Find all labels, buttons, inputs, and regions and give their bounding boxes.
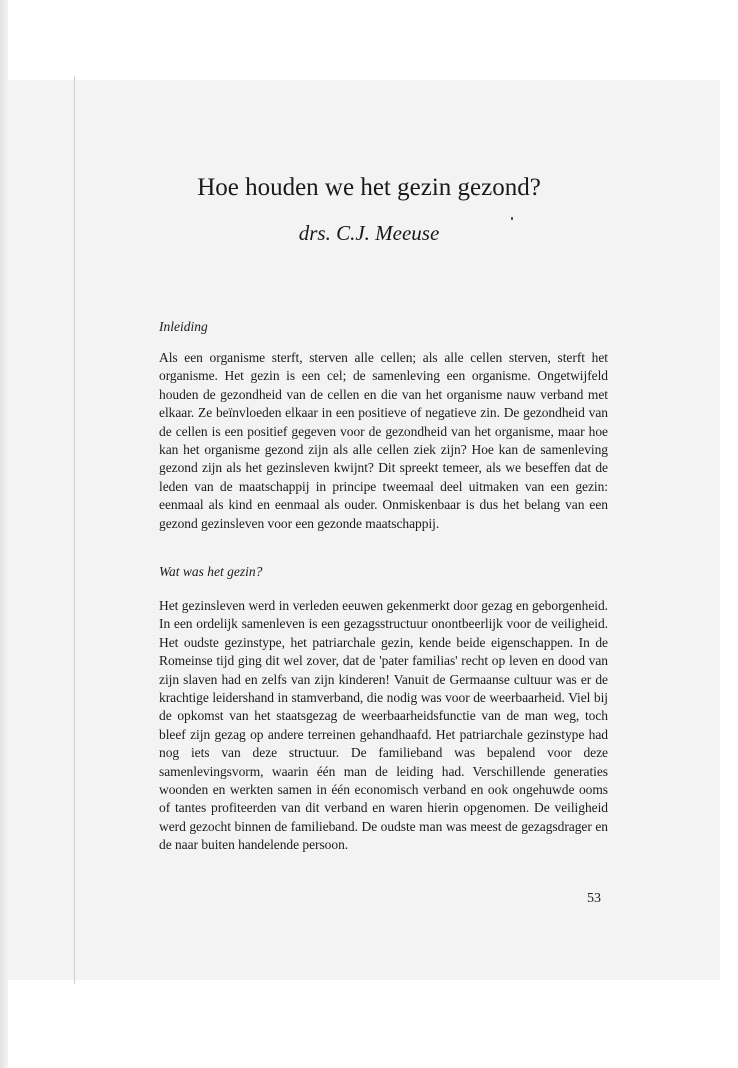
section-heading-inleiding: Inleiding <box>159 319 208 334</box>
scan-edge-shadow <box>0 0 8 1068</box>
section-heading-wat-was-het-gezin: Wat was het gezin? <box>159 564 263 579</box>
page-fold-line <box>74 76 75 984</box>
article-title: Hoe houden we het gezin gezond? <box>197 174 541 201</box>
article-author: drs. C.J. Meeuse <box>298 221 440 245</box>
section-paragraph-inleiding: Als een organisme sterft, sterven alle cellen; als alle cellen sterven, sterft het organisme. Het gezin is een cel; de samenleving een organisme. Ongetwijfeld houden de gezondheid van de cellen en die van het organisme nauw verband met elkaar. Ze beïnvloeden elkaar in een positieve of negatieve zin. De gezondheid van de cellen is een positief gegeven voor de gezondheid van het organisme, maar hoe kan het organisme gezond zijn als alle cellen ziek zijn? Hoe kan de samenleving gezond zijn als het gezinsleven kwijnt? Dit spreekt temeer, als we beseffen dat de leden van de maatschappij in principe tweemaal deel uitmaken van een gezin: eenmaal als kind en eenmaal als ouder. Onmiskenbaar is dus het belang van een gezond gezinsleven voor een gezonde maatschappij. <box>159 350 608 531</box>
page-number: 53 <box>587 891 601 906</box>
section-paragraph-wat-was-het-gezin: Het gezinsleven werd in verleden eeuwen gekenmerkt door gezag en geborgenheid. In een ordelijk samenleven is een gezagsstructuur onontbeerlijk voor de veiligheid. Het oudste gezinstype, het patriarchale gezin, kende beide eigenschappen. In de Romeinse tijd ging dit wel zover, dat de 'pater familias' recht op leven en dood van zijn slaven had en zelfs van zijn kinderen! Vanuit de Germaanse cultuur was er de krachtige leidershand in stamverband, die nodig was voor de weerbaarheid. Viel bij de opkomst van het staatsgezag de weerbaarheidsfunctie van de man weg, toch bleef zijn gezag op andere terreinen gehandhaafd. Het patriarchale gezinstype had nog iets van deze structuur. De familieband was bepalend voor deze samenlevingsvorm, waarin één man de leiding had. Verschillende generaties woonden en werkten samen in één economisch verband en ook ongehuwde ooms of tantes profiteerden van dit verband en waren hierin opgenomen. De veiligheid werd gezocht binnen de familieband. De oudste man was meest de gezagsdrager en de naar buiten handelende persoon. <box>159 598 608 853</box>
